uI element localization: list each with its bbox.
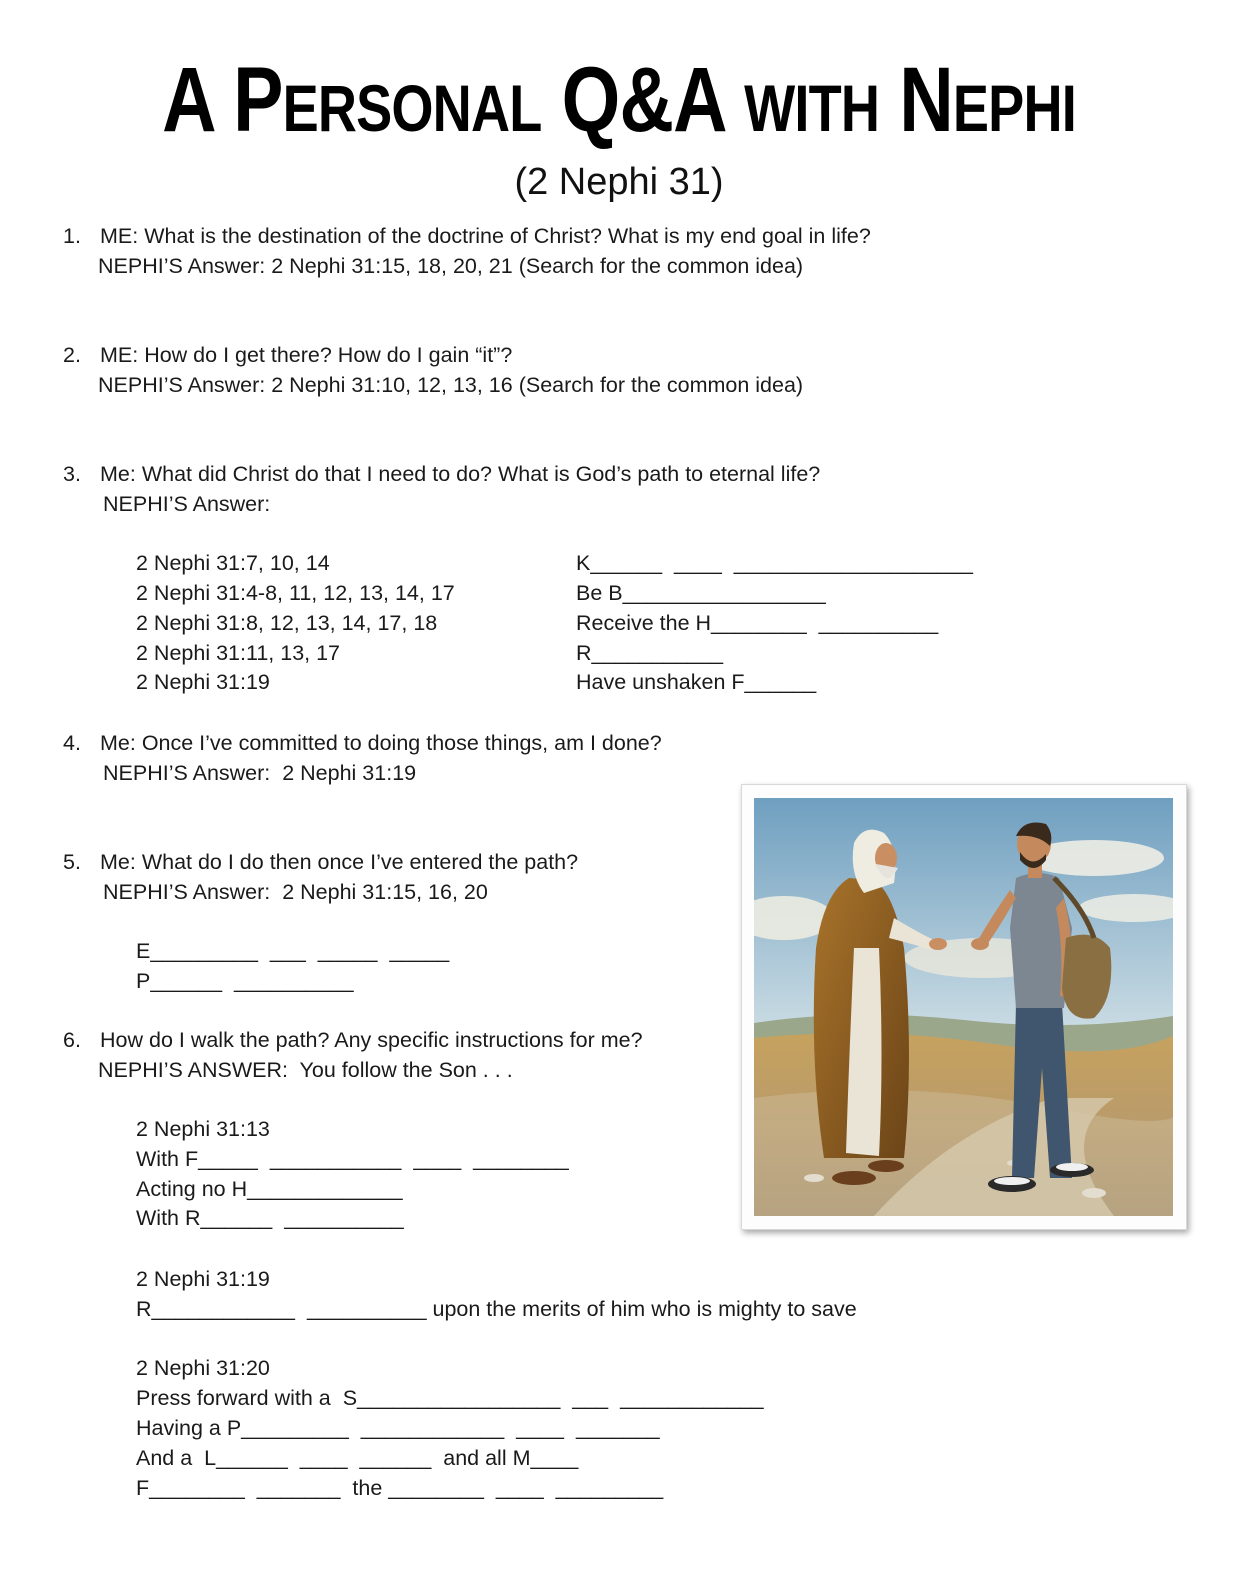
question-text: ME: What is the destination of the doctrine of Christ? What is my end goal in life? <box>100 224 871 248</box>
fill-blank: R____________ __________ upon the merits of him who is mighty to save <box>136 1297 857 1321</box>
illustration-frame <box>741 784 1187 1230</box>
fill-blank: K______ ____ ____________________ <box>576 551 973 575</box>
scripture-ref: 2 Nephi 31:13 <box>136 1117 270 1141</box>
fill-blank: Acting no H_____________ <box>136 1177 403 1201</box>
question-number: 3. <box>63 462 81 486</box>
fill-blank: Having a P_________ ____________ ____ _______ <box>136 1416 660 1440</box>
scripture-ref: 2 Nephi 31:11, 13, 17 <box>136 641 341 665</box>
fill-blank: F________ _______ the ________ ____ _________ <box>136 1476 664 1500</box>
fill-blank: Receive the H________ __________ <box>576 611 939 635</box>
scripture-ref: 2 Nephi 31:8, 12, 13, 14, 17, 18 <box>136 611 438 635</box>
question-text: Me: Once I’ve committed to doing those things, am I done? <box>100 731 662 755</box>
scripture-ref: 2 Nephi 31:4-8, 11, 12, 13, 14, 17 <box>136 581 455 605</box>
scripture-ref: 2 Nephi 31:7, 10, 14 <box>136 551 330 575</box>
answer-text: NEPHI’S ANSWER: You follow the Son . . . <box>98 1058 513 1082</box>
fill-blank: R___________ <box>576 641 724 665</box>
fill-blank: Have unshaken F______ <box>576 670 817 694</box>
answer-text: NEPHI’S Answer: 2 Nephi 31:10, 12, 13, 16 (Search for the common idea) <box>98 373 804 397</box>
page-title: A PERSONAL Q&A WITH NEPHI <box>162 49 1076 151</box>
fill-blank: With R______ __________ <box>136 1206 404 1230</box>
scripture-ref: 2 Nephi 31:19 <box>136 1267 270 1291</box>
question-text: How do I walk the path? Any specific instructions for me? <box>100 1028 643 1052</box>
answer-text: NEPHI’S Answer: 2 Nephi 31:15, 16, 20 <box>103 880 488 904</box>
fill-blank: Be B_________________ <box>576 581 826 605</box>
answer-text: NEPHI’S Answer: <box>103 492 271 516</box>
question-text: ME: How do I get there? How do I gain “it”? <box>100 343 513 367</box>
question-number: 6. <box>63 1028 81 1052</box>
fill-blank: E_________ ___ _____ _____ <box>136 939 450 963</box>
question-number: 2. <box>63 343 81 367</box>
question-number: 4. <box>63 731 81 755</box>
scripture-ref: 2 Nephi 31:19 <box>136 670 270 694</box>
fill-blank: P______ __________ <box>136 969 354 993</box>
fill-blank: With F_____ ___________ ____ ________ <box>136 1147 569 1171</box>
illustration-two-men-talking-icon <box>754 798 1173 1216</box>
question-text: Me: What do I do then once I’ve entered the path? <box>100 850 579 874</box>
scripture-ref: 2 Nephi 31:20 <box>136 1356 270 1380</box>
question-number: 1. <box>63 224 81 248</box>
answer-text: NEPHI’S Answer: 2 Nephi 31:15, 18, 20, 21 (Search for the common idea) <box>98 254 804 278</box>
fill-blank: And a L______ ____ ______ and all M____ <box>136 1446 579 1470</box>
answer-text: NEPHI’S Answer: 2 Nephi 31:19 <box>103 761 417 785</box>
question-number: 5. <box>63 850 81 874</box>
fill-blank: Press forward with a S_________________ ___ ____________ <box>136 1386 764 1410</box>
page-subtitle: (2 Nephi 31) <box>514 161 724 203</box>
question-text: Me: What did Christ do that I need to do? What is God’s path to eternal life? <box>100 462 821 486</box>
